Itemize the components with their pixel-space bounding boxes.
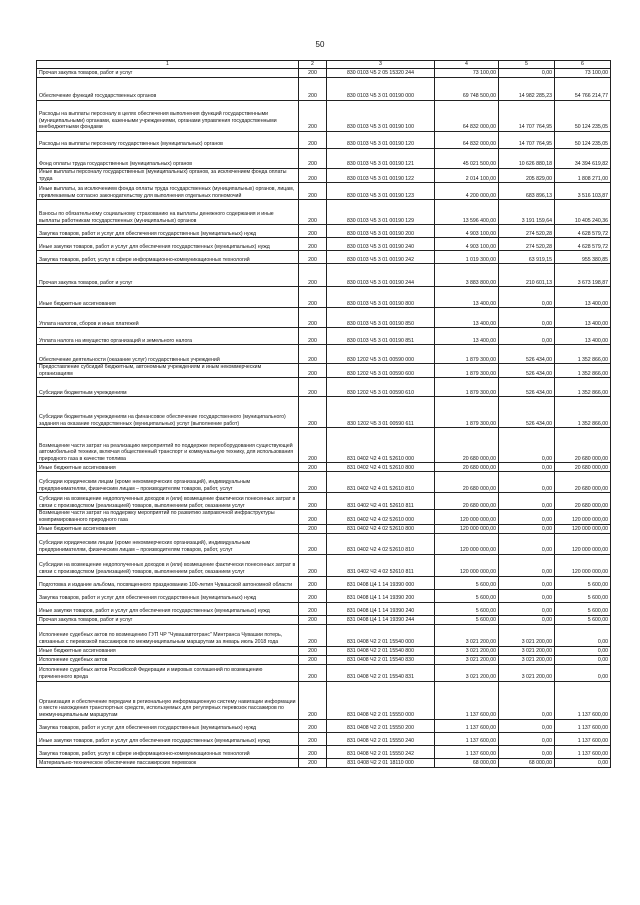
row-grbs: 200 [299, 378, 327, 397]
row-budget-code: 831 0408 Ч2 2 01 15550 242 [327, 745, 435, 758]
row-budget-code: 830 0103 Ч5 3 01 00190 122 [327, 169, 435, 183]
table-row [37, 225, 611, 238]
row-plan: 13 400,00 [435, 287, 499, 308]
row-budget-code: 830 0103 Ч5 3 01 00190 120 [327, 132, 435, 149]
row-name: Иные бюджетные ассигнования [37, 463, 299, 472]
row-grbs: 200 [299, 149, 327, 169]
row-budget-code: 830 0103 Ч5 3 01 00190 121 [327, 149, 435, 169]
row-grbs: 200 [299, 251, 327, 264]
row-name: Субсидии на возмещение недополученных доходов и (или) возмещение фактически понесенных затрат в связи с производством (реализацией) товаров, выполнением работ, оказанием услуг [37, 554, 299, 576]
row-fact: 3 021 200,00 [499, 646, 555, 655]
row-budget-code: 831 0402 Ч2 4 01 52610 810 [327, 472, 435, 493]
row-budget-code: 830 0103 Ч5 3 01 00190 851 [327, 328, 435, 345]
row-budget-code: 831 0408 Ч2 2 01 15550 000 [327, 681, 435, 719]
table-row [37, 149, 611, 169]
row-plan: 69 748 500,00 [435, 78, 499, 101]
row-fact: 0,00 [499, 428, 555, 463]
row-fact: 0,00 [499, 510, 555, 524]
row-budget-code: 831 0402 Ч2 4 01 52610 811 [327, 493, 435, 510]
row-plan: 20 680 000,00 [435, 493, 499, 510]
row-grbs: 200 [299, 397, 327, 428]
row-name: Материально-техническое обеспечение пассажирских перевозок [37, 758, 299, 767]
row-budget-code: 830 0103 Ч5 3 01 00190 850 [327, 308, 435, 328]
row-name: Предоставление субсидий бюджетным, автономным учреждениям и иным некоммерческим организациям [37, 364, 299, 378]
row-plan: 3 021 200,00 [435, 664, 499, 681]
row-rest: 50 124 235,05 [555, 132, 611, 149]
table-row [37, 493, 611, 510]
row-rest: 0,00 [555, 646, 611, 655]
row-name: Закупка товаров, работ, услуг в сфере информационно-коммуникационных технологий [37, 745, 299, 758]
row-budget-code: 830 0103 Ч5 3 01 00190 100 [327, 101, 435, 132]
row-rest: 20 680 000,00 [555, 463, 611, 472]
row-plan: 120 000 000,00 [435, 554, 499, 576]
row-budget-code: 830 1202 Ч5 3 01 00590 611 [327, 397, 435, 428]
row-budget-code: 830 0103 Ч5 3 01 00190 242 [327, 251, 435, 264]
table-header-row [37, 61, 611, 69]
row-budget-code: 830 0103 Ч5 3 01 00190 123 [327, 183, 435, 200]
row-plan: 5 600,00 [435, 615, 499, 624]
row-plan: 5 600,00 [435, 576, 499, 589]
row-budget-code: 830 0103 Ч5 3 01 00190 200 [327, 225, 435, 238]
table-row [37, 238, 611, 251]
row-grbs: 200 [299, 493, 327, 510]
row-rest: 5 600,00 [555, 602, 611, 615]
row-name: Организация и обеспечение передачи в региональную информационную систему навигации информации о месте нахождения транспортных средств, используемых для регулярных перевозок пассажиров по межмуниципальным маршрутам [37, 681, 299, 719]
row-plan: 13 400,00 [435, 308, 499, 328]
table-row [37, 732, 611, 745]
row-plan: 13 596 400,00 [435, 200, 499, 225]
column-header: 3 [327, 61, 435, 69]
row-plan: 1 137 600,00 [435, 719, 499, 732]
row-rest: 20 680 000,00 [555, 493, 611, 510]
row-name: Исполнение судебных актов [37, 655, 299, 664]
row-fact: 0,00 [499, 602, 555, 615]
row-fact: 526 434,00 [499, 364, 555, 378]
row-rest: 1 808 271,00 [555, 169, 611, 183]
row-budget-code: 831 0402 Ч2 4 01 52610 800 [327, 463, 435, 472]
row-rest: 955 380,85 [555, 251, 611, 264]
row-budget-code: 831 0402 Ч2 4 01 52610 000 [327, 428, 435, 463]
row-plan: 3 021 200,00 [435, 624, 499, 646]
row-plan: 1 879 300,00 [435, 364, 499, 378]
row-rest: 13 400,00 [555, 308, 611, 328]
row-fact: 0,00 [499, 463, 555, 472]
row-fact: 526 434,00 [499, 397, 555, 428]
row-fact: 526 434,00 [499, 378, 555, 397]
column-header: 6 [555, 61, 611, 69]
table-row [37, 287, 611, 308]
row-fact: 205 829,00 [499, 169, 555, 183]
row-budget-code: 830 0103 Ч5 3 01 00190 129 [327, 200, 435, 225]
row-fact: 0,00 [499, 69, 555, 78]
row-plan: 120 000 000,00 [435, 533, 499, 554]
row-plan: 20 680 000,00 [435, 428, 499, 463]
table-row [37, 183, 611, 200]
row-fact: 68 000,00 [499, 758, 555, 767]
row-name: Взносы по обязательному социальному страхованию на выплаты денежного содержания и иные выплаты работникам государственных (муниципальных) органов [37, 200, 299, 225]
row-name: Закупка товаров, работ и услуг для обеспечения государственных (муниципальных) нужд [37, 589, 299, 602]
row-name: Иные выплаты, за исключением фонда оплаты труда государственных (муниципальных) органов, лицам, привлекаемым согласно законодательству для выполнения отдельных полномочий [37, 183, 299, 200]
row-fact: 0,00 [499, 308, 555, 328]
table-row [37, 554, 611, 576]
row-name: Иные бюджетные ассигнования [37, 524, 299, 533]
row-budget-code: 831 0408 Ч2 2 01 18110 000 [327, 758, 435, 767]
table-row [37, 664, 611, 681]
row-fact: 0,00 [499, 287, 555, 308]
table-row [37, 169, 611, 183]
row-fact: 0,00 [499, 554, 555, 576]
row-fact: 0,00 [499, 745, 555, 758]
row-name: Прочая закупка товаров, работ и услуг [37, 615, 299, 624]
row-grbs: 200 [299, 524, 327, 533]
table-row [37, 328, 611, 345]
row-name: Иные бюджетные ассигнования [37, 287, 299, 308]
row-grbs: 200 [299, 589, 327, 602]
row-grbs: 200 [299, 225, 327, 238]
row-budget-code: 831 0408 Ч2 2 01 15550 200 [327, 719, 435, 732]
row-plan: 5 600,00 [435, 589, 499, 602]
row-name: Прочая закупка товаров, работ и услуг [37, 264, 299, 287]
table-row [37, 69, 611, 78]
table-row [37, 510, 611, 524]
row-fact: 3 021 200,00 [499, 655, 555, 664]
row-plan: 1 137 600,00 [435, 681, 499, 719]
row-plan: 120 000 000,00 [435, 524, 499, 533]
row-plan: 3 021 200,00 [435, 646, 499, 655]
row-fact: 0,00 [499, 328, 555, 345]
table-row [37, 589, 611, 602]
table-row [37, 397, 611, 428]
row-rest: 20 680 000,00 [555, 428, 611, 463]
row-rest: 1 137 600,00 [555, 681, 611, 719]
row-fact: 0,00 [499, 493, 555, 510]
row-budget-code: 831 0408 Ч2 2 01 15550 240 [327, 732, 435, 745]
row-rest: 13 400,00 [555, 287, 611, 308]
table-row [37, 655, 611, 664]
row-grbs: 200 [299, 664, 327, 681]
table-row [37, 428, 611, 463]
row-grbs: 200 [299, 732, 327, 745]
row-fact: 0,00 [499, 615, 555, 624]
row-grbs: 200 [299, 328, 327, 345]
row-fact: 0,00 [499, 589, 555, 602]
row-grbs: 200 [299, 615, 327, 624]
row-plan: 1 137 600,00 [435, 745, 499, 758]
row-rest: 0,00 [555, 758, 611, 767]
row-fact: 210 601,13 [499, 264, 555, 287]
row-name: Иные закупки товаров, работ и услуг для обеспечения государственных (муниципальных) нужд [37, 238, 299, 251]
row-fact: 274 520,28 [499, 238, 555, 251]
table-body [37, 69, 611, 768]
row-grbs: 200 [299, 533, 327, 554]
row-rest: 0,00 [555, 664, 611, 681]
row-name: Закупка товаров, работ и услуг для обеспечения государственных (муниципальных) нужд [37, 225, 299, 238]
row-budget-code: 830 0103 Ч5 3 01 00190 800 [327, 287, 435, 308]
row-rest: 5 600,00 [555, 589, 611, 602]
row-fact: 0,00 [499, 681, 555, 719]
row-grbs: 200 [299, 602, 327, 615]
row-fact: 10 626 880,18 [499, 149, 555, 169]
column-header: 5 [499, 61, 555, 69]
row-rest: 5 600,00 [555, 576, 611, 589]
table-row [37, 533, 611, 554]
row-fact: 274 520,28 [499, 225, 555, 238]
row-grbs: 200 [299, 428, 327, 463]
row-grbs: 200 [299, 69, 327, 78]
table-row [37, 646, 611, 655]
row-plan: 1 879 300,00 [435, 378, 499, 397]
row-name: Субсидии на возмещение недополученных доходов и (или) возмещение фактически понесенных затрат в связи с производством (реализацией) товаров, выполнением работ, оказанием услуг [37, 493, 299, 510]
row-budget-code: 830 1202 Ч5 3 01 00590 610 [327, 378, 435, 397]
row-name: Исполнение судебных актов по возмещению ГУП ЧР "Чувашавтотранс" Минтранса Чувашии потерь, связанных с перевозкой пассажиров по межмуниципальным маршрутам за январь июль 2018 года [37, 624, 299, 646]
row-fact: 3 021 200,00 [499, 624, 555, 646]
row-rest: 1 137 600,00 [555, 719, 611, 732]
row-name: Субсидии бюджетным учреждениям на финансовое обеспечение государственного (муниципального) задания на оказание государственных (муниципальных) услуг (выполнение работ) [37, 397, 299, 428]
table-row [37, 101, 611, 132]
row-rest: 1 137 600,00 [555, 732, 611, 745]
row-grbs: 200 [299, 510, 327, 524]
row-budget-code: 831 0402 Ч2 4 02 52610 000 [327, 510, 435, 524]
row-name: Прочая закупка товаров, работ и услуг [37, 69, 299, 78]
table-row [37, 624, 611, 646]
row-grbs: 200 [299, 646, 327, 655]
row-plan: 20 680 000,00 [435, 463, 499, 472]
row-rest: 3 516 103,87 [555, 183, 611, 200]
table-row [37, 524, 611, 533]
row-fact: 0,00 [499, 524, 555, 533]
row-name: Субсидии юридическим лицам (кроме некоммерческих организаций), индивидуальным предпринимателям, физическим лицам – производителям товаров, работ, услуг [37, 472, 299, 493]
table-row [37, 200, 611, 225]
row-fact: 0,00 [499, 576, 555, 589]
row-rest: 1 352 866,00 [555, 345, 611, 364]
row-budget-code: 831 0408 Ч2 2 01 15540 800 [327, 646, 435, 655]
row-fact: 14 707 764,95 [499, 101, 555, 132]
row-budget-code: 831 0408 Ч2 2 01 15540 831 [327, 664, 435, 681]
row-name: Иные бюджетные ассигнования [37, 646, 299, 655]
row-grbs: 200 [299, 308, 327, 328]
row-rest: 13 400,00 [555, 328, 611, 345]
row-name: Возмещение части затрат на поддержку мероприятий по развитию заправочной инфраструктуры компримированного природного газа [37, 510, 299, 524]
row-budget-code: 830 0103 Ч5 3 01 00190 000 [327, 78, 435, 101]
row-grbs: 200 [299, 554, 327, 576]
row-grbs: 200 [299, 101, 327, 132]
row-rest: 20 680 000,00 [555, 472, 611, 493]
row-name: Исполнение судебных актов Российской Федерации и мировых соглашений по возмещению причиненного вреда [37, 664, 299, 681]
row-fact: 3 021 200,00 [499, 664, 555, 681]
row-grbs: 200 [299, 169, 327, 183]
table-row [37, 681, 611, 719]
row-plan: 5 600,00 [435, 602, 499, 615]
row-name: Уплата налогов, сборов и иных платежей [37, 308, 299, 328]
table-row [37, 472, 611, 493]
table-row [37, 615, 611, 624]
row-plan: 45 021 500,00 [435, 149, 499, 169]
table-row [37, 745, 611, 758]
row-name: Расходы на выплаты персоналу государственных (муниципальных) органов [37, 132, 299, 149]
row-name: Иные выплаты персоналу государственных (муниципальных) органов, за исключением фонда оплаты труда [37, 169, 299, 183]
row-plan: 1 137 600,00 [435, 732, 499, 745]
row-rest: 1 352 866,00 [555, 364, 611, 378]
row-fact: 0,00 [499, 732, 555, 745]
row-rest: 0,00 [555, 624, 611, 646]
row-fact: 63 919,15 [499, 251, 555, 264]
row-fact: 0,00 [499, 719, 555, 732]
row-rest: 120 000 000,00 [555, 554, 611, 576]
row-budget-code: 831 0408 Ч2 2 01 15540 830 [327, 655, 435, 664]
row-plan: 64 832 000,00 [435, 101, 499, 132]
row-plan: 1 879 300,00 [435, 397, 499, 428]
row-plan: 2 014 100,00 [435, 169, 499, 183]
row-grbs: 200 [299, 364, 327, 378]
row-plan: 4 200 000,00 [435, 183, 499, 200]
row-fact: 0,00 [499, 533, 555, 554]
row-name: Субсидии бюджетным учреждениям [37, 378, 299, 397]
row-grbs: 200 [299, 681, 327, 719]
row-budget-code: 830 1202 Ч5 3 01 00590 000 [327, 345, 435, 364]
row-rest: 50 124 235,05 [555, 101, 611, 132]
row-budget-code: 831 0408 Ц4 1 14 19390 244 [327, 615, 435, 624]
row-grbs: 200 [299, 758, 327, 767]
row-name: Обеспечение функций государственных органов [37, 78, 299, 101]
row-plan: 1 879 300,00 [435, 345, 499, 364]
row-grbs: 200 [299, 719, 327, 732]
row-rest: 5 600,00 [555, 615, 611, 624]
table-row [37, 308, 611, 328]
table-row [37, 264, 611, 287]
row-name: Возмещение части затрат на реализацию мероприятий по поддержке переоборудования существующей автомобильной техники, включая общественный транспорт и коммунальную технику, для использования природного газа в качестве топлива [37, 428, 299, 463]
row-budget-code: 831 0408 Ц4 1 14 19390 240 [327, 602, 435, 615]
row-name: Иные закупки товаров, работ и услуг для обеспечения государственных (муниципальных) нужд [37, 602, 299, 615]
row-rest: 10 405 240,36 [555, 200, 611, 225]
row-fact: 683 896,13 [499, 183, 555, 200]
table-row [37, 345, 611, 364]
row-plan: 3 883 800,00 [435, 264, 499, 287]
row-fact: 14 707 764,95 [499, 132, 555, 149]
row-plan: 4 903 100,00 [435, 238, 499, 251]
row-rest: 120 000 000,00 [555, 524, 611, 533]
row-name: Закупка товаров, работ и услуг для обеспечения государственных (муниципальных) нужд [37, 719, 299, 732]
row-plan: 64 832 000,00 [435, 132, 499, 149]
table-row [37, 576, 611, 589]
row-budget-code: 831 0408 Ц4 1 14 19390 200 [327, 589, 435, 602]
row-grbs: 200 [299, 745, 327, 758]
row-rest: 120 000 000,00 [555, 533, 611, 554]
row-rest: 1 352 866,00 [555, 397, 611, 428]
row-budget-code: 830 1202 Ч5 3 01 00590 600 [327, 364, 435, 378]
row-grbs: 200 [299, 78, 327, 101]
table-row [37, 602, 611, 615]
row-rest: 73 100,00 [555, 69, 611, 78]
row-plan: 120 000 000,00 [435, 510, 499, 524]
row-grbs: 200 [299, 183, 327, 200]
row-grbs: 200 [299, 624, 327, 646]
row-grbs: 200 [299, 345, 327, 364]
row-name: Расходы на выплаты персоналу в целях обеспечения выполнения функций государственными (муниципальными) органами, казенными учреждениями, органами управления государственными внебюджетными фондами [37, 101, 299, 132]
row-rest: 1 137 600,00 [555, 745, 611, 758]
table-row [37, 251, 611, 264]
row-name: Иные закупки товаров, работ и услуг для обеспечения государственных (муниципальных) нужд [37, 732, 299, 745]
row-plan: 13 400,00 [435, 328, 499, 345]
row-name: Уплата налога на имущество организаций и земельного налога [37, 328, 299, 345]
row-grbs: 200 [299, 264, 327, 287]
row-plan: 4 903 100,00 [435, 225, 499, 238]
table-row [37, 78, 611, 101]
row-budget-code: 830 0103 Ч5 3 01 00190 240 [327, 238, 435, 251]
row-plan: 68 000,00 [435, 758, 499, 767]
row-budget-code: 831 0402 Ч2 4 02 52610 811 [327, 554, 435, 576]
row-plan: 73 100,00 [435, 69, 499, 78]
row-name: Подготовка и издание альбома, посвященного празднованию 100-летия Чувашской автономной области [37, 576, 299, 589]
row-name: Закупка товаров, работ, услуг в сфере информационно-коммуникационных технологий [37, 251, 299, 264]
row-grbs: 200 [299, 576, 327, 589]
row-grbs: 200 [299, 287, 327, 308]
row-rest: 3 673 198,87 [555, 264, 611, 287]
page-number: 50 [315, 40, 325, 49]
row-budget-code: 831 0408 Ч2 2 01 15540 000 [327, 624, 435, 646]
row-fact: 526 434,00 [499, 345, 555, 364]
column-header: 2 [299, 61, 327, 69]
table-row [37, 719, 611, 732]
row-grbs: 200 [299, 132, 327, 149]
row-name: Обеспечение деятельности (оказание услуг) государственных учреждений [37, 345, 299, 364]
column-header: 4 [435, 61, 499, 69]
row-rest: 0,00 [555, 655, 611, 664]
row-plan: 20 680 000,00 [435, 472, 499, 493]
table-row [37, 132, 611, 149]
budget-execution-table [36, 60, 611, 768]
row-budget-code: 830 0103 Ч5 2 05 15320 244 [327, 69, 435, 78]
row-rest: 1 352 866,00 [555, 378, 611, 397]
row-plan: 1 019 300,00 [435, 251, 499, 264]
table-row [37, 758, 611, 767]
table-row [37, 364, 611, 378]
row-name: Фонд оплаты труда государственных (муниципальных) органов [37, 149, 299, 169]
table-row [37, 463, 611, 472]
column-header: 1 [37, 61, 299, 69]
row-budget-code: 831 0402 Ч2 4 02 52610 800 [327, 524, 435, 533]
row-rest: 54 766 214,77 [555, 78, 611, 101]
row-grbs: 200 [299, 472, 327, 493]
row-rest: 4 628 579,72 [555, 225, 611, 238]
row-fact: 14 982 285,23 [499, 78, 555, 101]
row-grbs: 200 [299, 655, 327, 664]
row-plan: 3 021 200,00 [435, 655, 499, 664]
row-name: Субсидии юридическим лицам (кроме некоммерческих организаций), индивидуальным предпринимателям, физическим лицам – производителям товаров, работ, услуг [37, 533, 299, 554]
row-grbs: 200 [299, 463, 327, 472]
table-row [37, 378, 611, 397]
row-budget-code: 830 0103 Ч5 3 01 00190 244 [327, 264, 435, 287]
row-rest: 34 394 619,82 [555, 149, 611, 169]
row-grbs: 200 [299, 238, 327, 251]
row-budget-code: 831 0402 Ч2 4 02 52610 810 [327, 533, 435, 554]
row-budget-code: 831 0408 Ц4 1 14 19390 000 [327, 576, 435, 589]
row-fact: 3 191 159,64 [499, 200, 555, 225]
row-rest: 120 000 000,00 [555, 510, 611, 524]
row-grbs: 200 [299, 200, 327, 225]
row-fact: 0,00 [499, 472, 555, 493]
row-rest: 4 628 579,72 [555, 238, 611, 251]
